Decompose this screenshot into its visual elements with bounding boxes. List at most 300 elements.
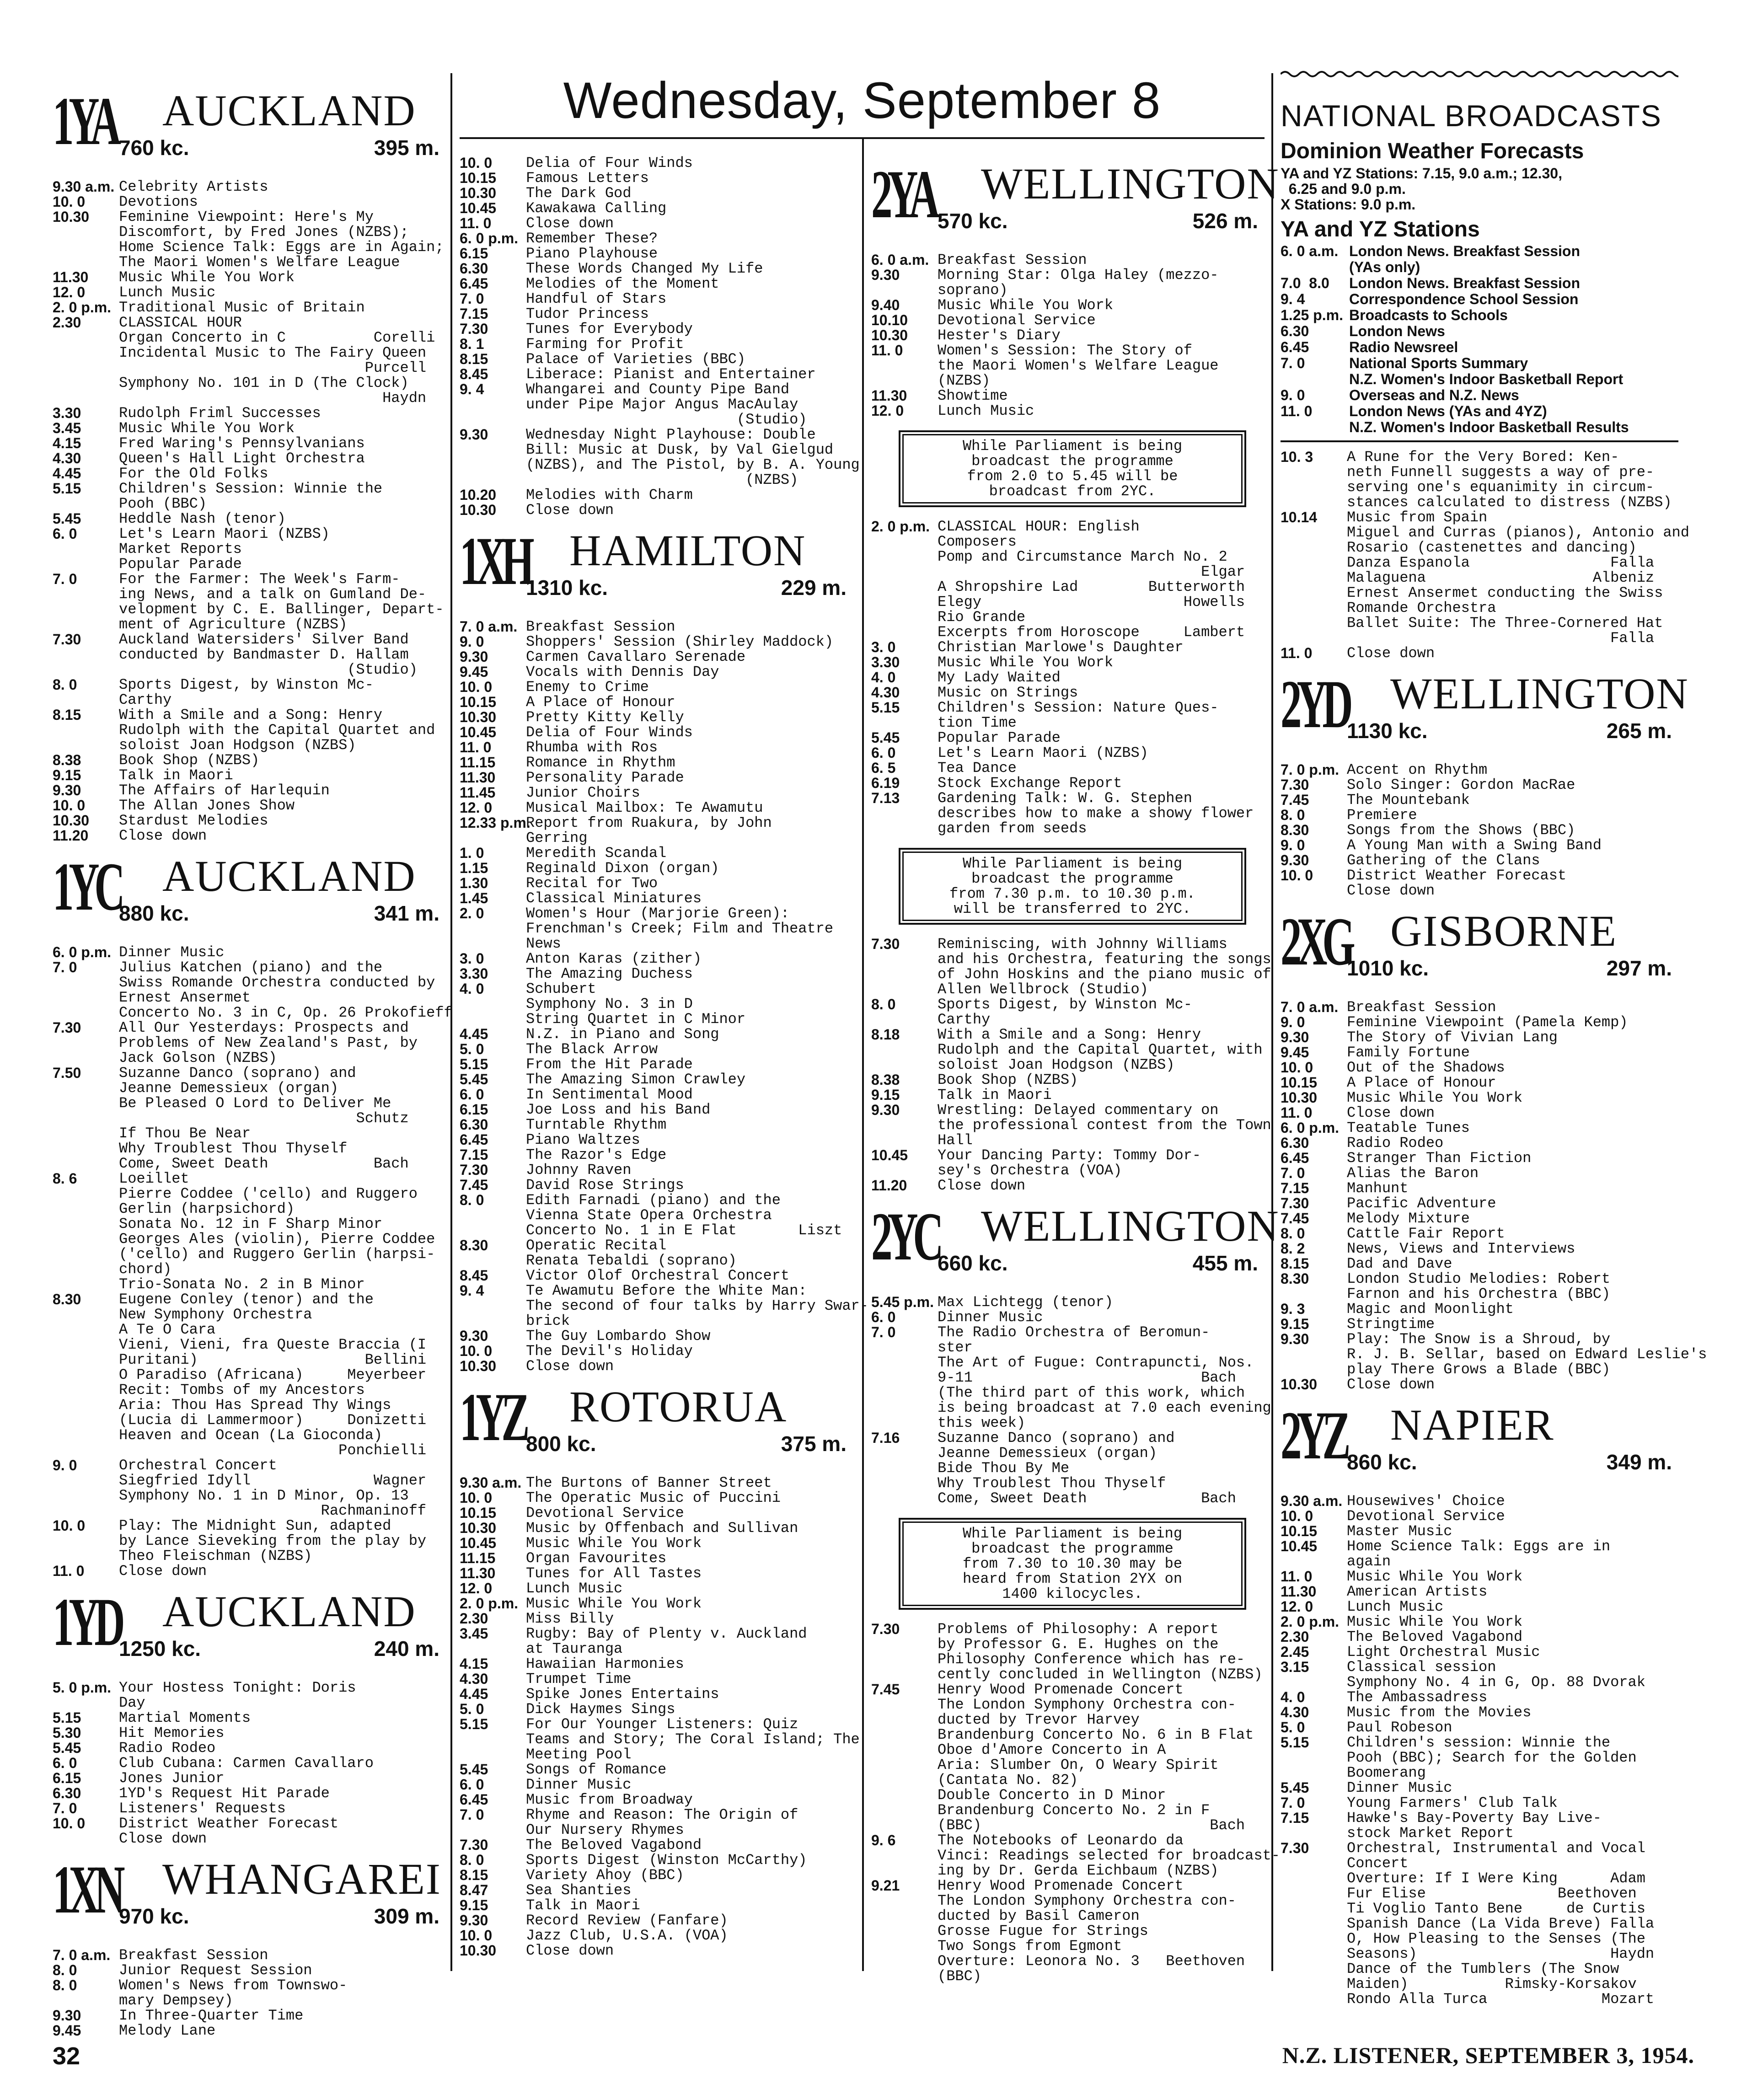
program-time: 11.30 [460,769,496,786]
program-title: The Amazing Simon Crawley [526,1071,746,1088]
program-time: 9. 0 [1281,837,1305,853]
program-title: Victor Olof Orchestral Concert [526,1267,790,1284]
program-title: Children's Session: Nature Ques- tion Time [938,699,1219,731]
program-title: Music on Strings [938,684,1078,701]
program-time: 5.15 [53,480,81,497]
program-item [1281,404,1678,436]
station-wavelength: 297 m. [1606,956,1672,980]
program-item [871,1622,1265,1682]
program-item [1281,1226,1678,1241]
program-time: 10. 0 [460,1927,493,1944]
program-title: The Allan Jones Show [119,797,295,814]
program-item [460,695,853,710]
program-title: Piano Playhouse [526,245,658,262]
program-time: 7.0 8.0 [1281,275,1329,291]
program-item [460,755,853,770]
station-call-sign: 1YC [53,849,120,925]
program-item [460,800,853,815]
weather-heading: Dominion Weather Forecasts [1281,139,1584,163]
column-3 [871,151,1280,1985]
program-title: Gardening Talk: W. G. Stephen describes how to make a showy flower garden from seeds [938,790,1254,837]
program-time: 5.45 [460,1071,488,1088]
program-item [1281,1211,1678,1226]
program-title: Family Fortune [1347,1044,1470,1061]
program-item [460,1551,853,1566]
program-time: 9.21 [871,1877,900,1894]
program-time: 9. 4 [460,381,484,397]
program-time: 7.16 [871,1430,900,1446]
program-time: 5.45 [871,729,900,746]
program-item [871,519,1265,640]
program-item [871,268,1265,298]
station-wavelength: 309 m. [374,1904,439,1928]
program-time: 11. 0 [53,1563,85,1579]
program-title: From the Hit Parade [526,1056,693,1073]
program-item [460,951,853,966]
program-item [53,511,446,526]
program-item [53,959,453,1021]
program-title: Meredith Scandal [526,845,667,862]
program-title: Children's session: Winnie the Pooh (BBC); Search for the Golden Boomerang [1347,1734,1637,1781]
program-title: London Studio Melodies: Robert Farnon and his Orchestra (BBC) [1347,1270,1611,1302]
program-time: 8.47 [460,1882,488,1898]
program-title: Suzanne Danco (soprano) and Jeanne Demessieux (organ) Be Pleased O Lord to Deliver Me Schutz If Thou Be Near Why Troublest Thou Thyself Come, Sweet Death Bach [119,1065,409,1172]
program-title: Junior Request Session [119,1962,312,1979]
program-title: Stardust Melodies [119,812,268,829]
parliament-notice: While Parliament is being broadcast the programme from 7.30 to 10.30 may be heard from Station 2YX on 1400 kilocycles. [899,1518,1246,1610]
program-item [460,1359,853,1374]
program-item [1281,762,1678,777]
program-title: Sea Shanties [526,1882,632,1899]
program-item [871,1027,1265,1072]
program-title: Henry Wood Promenade Concert The London Symphony Orchestra con- ducted by Basil Cameron Grosse Fugue for Strings Two Songs from Egmont Overture: Leonora No. 3 Beethoven (BBC) [938,1877,1245,1985]
program-time: 9. 0 [53,1457,77,1473]
station-wavelength: 349 m. [1606,1450,1672,1474]
program-time: 8.18 [871,1026,900,1043]
station-frequency: 880 kc. [119,901,189,925]
program-title: Enemy to Crime [526,679,649,696]
program-title: Famous Letters [526,170,649,187]
program-time: 12. 0 [53,284,86,300]
program-time: 9.15 [53,767,81,783]
station-call-sign: 2YC [871,1199,939,1275]
program-title: Radio Rodeo [119,1740,216,1757]
program-title: Hawke's Bay-Poverty Bay Live- stock Market Report [1347,1810,1602,1842]
program-time: 7. 0 [53,1800,77,1816]
program-title: Christian Marlowe's Daughter [938,639,1184,656]
program-time: 7. 0 [871,1324,896,1340]
program-title: With a Smile and a Song: Henry Rudolph with the Capital Quartet and soloist Joan Hodgson (NZBS) [119,707,435,754]
program-title: Melodies of the Moment [526,275,719,292]
program-item [460,1883,853,1898]
program-item [53,632,446,677]
program-title: Close down [526,1942,614,1959]
program-item [871,1148,1265,1178]
program-time: 7.15 [460,305,488,322]
station-header [53,850,446,937]
program-time: 11. 0 [460,215,492,231]
program-time: 5.45 [53,510,81,527]
program-time: 3.45 [53,420,81,436]
program-time: 9.30 [460,648,488,665]
program-time: 8.15 [53,707,81,723]
program-item [871,343,1265,388]
program-title: American Artists [1347,1583,1488,1600]
program-time: 11. 0 [1281,1568,1313,1585]
program-title: The Black Arrow [526,1041,658,1058]
program-time: 10.30 [460,1942,497,1959]
program-item [460,201,853,216]
program-time: 2.30 [460,1610,488,1627]
program-title: Music While You Work [1347,1613,1523,1630]
program-time: 6. 0 [460,1776,484,1793]
program-item [1281,1645,1678,1660]
station-name: WELLINGTON [1390,669,1689,718]
program-time: 4.30 [460,1671,488,1687]
program-item [871,1878,1265,1984]
program-title: Housewives' Choice [1347,1493,1505,1510]
program-time: 4. 0 [871,669,896,686]
program-item [1281,1181,1678,1196]
program-item [53,1171,446,1292]
program-time: 9.15 [460,1897,488,1913]
program-item [460,664,853,680]
program-time: 9.30 [53,2007,81,2024]
program-item [460,1057,853,1072]
program-time: 10.15 [460,170,497,186]
program-title: Dinner Music [1347,1779,1452,1796]
program-item [871,298,1265,313]
program-item [460,216,853,231]
station-wavelength: 341 m. [374,901,439,925]
program-time: 7.30 [1281,777,1309,793]
program-time: 6. 0 p.m. [53,944,112,960]
program-time: 6.15 [460,245,488,262]
program-item [460,1475,853,1490]
program-item [1281,1841,1678,2007]
program-time: 7. 0 [460,290,484,307]
program-time: 9.30 a.m. [53,178,115,195]
program-item [1281,308,1678,324]
program-time: 7.45 [871,1681,900,1698]
program-item [53,179,446,194]
program-time: 8. 0 [1281,1225,1305,1242]
program-time: 11.30 [460,1565,496,1581]
program-time: 3.15 [1281,1659,1309,1675]
program-title: In Three-Quarter Time [119,2007,304,2024]
station-frequency: 1130 kc. [1347,719,1428,743]
program-time: 10. 0 [53,1517,86,1534]
program-title: Paul Robeson [1347,1719,1452,1736]
program-item [1281,244,1678,276]
program-title: Martial Moments [119,1709,251,1726]
program-item [1281,808,1678,823]
program-time: 8. 0 [460,1852,484,1868]
program-title: Carmen Cavallaro Serenade [526,648,746,665]
program-time: 5.15 [1281,1734,1309,1751]
program-item [460,1868,853,1883]
station-frequency: 860 kc. [1347,1450,1417,1474]
program-title: For Our Younger Listeners: Quiz Teams and Story; The Coral Island; The Meeting Pool [526,1716,860,1763]
program-time: 7. 0 [1281,355,1305,371]
program-item [1281,1030,1678,1045]
program-title: Overseas and N.Z. News [1349,387,1519,403]
program-item [53,1458,446,1518]
program-time: 12.33 p.m. [460,814,531,831]
program-item [53,1710,446,1725]
program-title: Rhumba with Ros [526,739,658,756]
program-title: Music While You Work [526,1595,702,1612]
weather-line: 6.25 and 9.0 p.m. [1281,181,1406,197]
program-item [460,503,853,518]
program-item [1281,1151,1678,1166]
program-title: Breakfast Session [119,1947,268,1964]
station-frequency: 760 kc. [119,136,189,160]
program-time: 9.30 [460,426,488,443]
program-title: Melodies with Charm [526,487,693,504]
program-item [1281,340,1678,356]
program-title: Gathering of the Clans [1347,852,1540,869]
program-item [1281,1660,1678,1690]
program-time: 9. 6 [871,1832,896,1848]
program-item [460,740,853,755]
program-title: Devotions [119,193,198,210]
program-title: The Amazing Duchess [526,965,693,982]
station-name: AUCKLAND [162,86,416,135]
program-title: Liberace: Pianist and Entertainer [526,366,816,383]
program-title: Rudolph Friml Successes [119,405,321,422]
program-time: 12. 0 [460,799,493,816]
program-title: Shoppers' Session (Shirley Maddock) [526,633,834,650]
program-item [871,313,1265,328]
program-title: Queen's Hall Light Orchestra [119,450,365,467]
program-title: Spike Jones Entertains [526,1686,719,1703]
program-time: 8.15 [1281,1255,1309,1272]
program-item [460,1490,853,1505]
program-title: Music While You Work [526,1535,702,1552]
yayz-heading: YA and YZ Stations [1281,217,1480,241]
program-item [53,194,446,209]
program-title: Showtime [938,387,1008,404]
program-title: Teatable Tunes [1347,1120,1470,1136]
program-time: 6. 0 p.m. [460,230,519,246]
program-item [871,776,1265,791]
program-title: Devotional Service [1347,1508,1505,1525]
program-item [460,1928,853,1943]
program-item [871,745,1265,761]
program-time: 10. 0 [1281,1508,1313,1524]
station-header [53,1585,446,1672]
program-item [1281,1690,1678,1705]
program-title: Turntable Rhythm [526,1116,667,1133]
program-time: 11. 0 [1281,645,1313,661]
program-title: Lunch Music [938,402,1034,419]
program-item [460,1596,853,1611]
station-wavelength: 229 m. [781,576,847,600]
heading-rule [460,137,1265,139]
program-title: Te Awamutu Before the White Man: The second of four talks by Harry Swar- brick [526,1282,868,1329]
program-item [53,798,446,813]
program-time: 9. 0 [460,633,484,650]
program-time: 7.30 [1281,1195,1309,1211]
station-header [871,1199,1280,1286]
program-item [460,352,853,367]
program-title: Talk in Maori [938,1087,1052,1104]
program-time: 6.30 [1281,1135,1309,1151]
program-time: 7. 0 a.m. [460,618,518,635]
program-item [871,640,1265,655]
program-item [871,1682,1265,1833]
program-time: 5.15 [53,1709,81,1726]
program-time: 10.30 [460,502,497,518]
column-1 [53,78,453,2039]
station-header [1281,666,1689,754]
station-frequency: 970 kc. [119,1904,189,1928]
program-time: 12. 0 [460,1580,493,1596]
program-title: Stringtime [1347,1316,1435,1333]
program-title: Recital for Two [526,875,658,892]
program-title: Operatic Recital Renata Tebaldi (soprano) [526,1237,737,1269]
program-title: David Rose Strings [526,1177,684,1194]
program-item [1281,1136,1678,1151]
program-title: Music from the Movies [1347,1704,1532,1721]
program-time: 2. 0 p.m. [1281,1613,1340,1630]
program-title: Morning Star: Olga Haley (mezzo- soprano) [938,267,1219,299]
program-item [1281,793,1678,808]
program-item [1281,1569,1678,1584]
program-item [871,791,1265,836]
program-item [460,276,853,291]
program-title: Pacific Adventure [1347,1195,1496,1212]
program-item [53,1725,446,1741]
column-rule [1271,73,1273,1971]
program-item [53,2023,446,2038]
program-item [871,1295,1265,1310]
program-title: Young Farmers' Club Talk [1347,1795,1558,1811]
program-time: 3.30 [460,965,488,982]
program-title: 1YD's Request Hit Parade [119,1785,330,1802]
program-title: Hester's Diary [938,327,1061,344]
program-item [871,1310,1265,1325]
program-item [460,171,853,186]
program-title: Let's Learn Maori (NZBS) [938,745,1148,761]
program-item [1281,1196,1678,1211]
program-time: 8. 0 [53,1977,77,1993]
program-item [871,997,1265,1027]
program-item [1281,1060,1678,1075]
program-time: 9. 0 [1281,1014,1305,1030]
program-title: District Weather Forecast Close down [1347,867,1567,899]
program-item [871,403,1265,418]
program-title: Jazz Club, U.S.A. (VOA) [526,1927,728,1944]
program-title: Farming for Profit [526,336,684,353]
program-item [53,1756,446,1771]
program-item [871,761,1265,776]
program-item [460,1671,853,1687]
program-time: 3.30 [871,654,900,670]
program-item [1281,823,1678,838]
program-item [460,966,853,981]
program-title: Vocals with Dennis Day [526,664,719,680]
program-title: In Sentimental Mood [526,1086,693,1103]
program-title: Radio Newsreel [1349,339,1458,355]
program-item [871,1102,1271,1149]
program-time: 7.45 [1281,792,1309,808]
program-title: Auckland Watersiders' Silver Band conducted by Bandmaster D. Hallam (Studio) [119,631,418,678]
program-time: 4.15 [53,435,81,451]
program-title: Close down [119,1563,207,1580]
program-item [871,328,1265,343]
program-title: Orchestral, Instrumental and Vocal Concert Overture: If I Were King Adam Fur Elise Beethoven Ti Voglio Tanto Bene de Curtis Spanish Dance (La Vida Breve) Falla O, How Pleasing to the Senses (The Seasons) Haydn Dance of the Tumblers (The Snow Maiden) Rimsky-Korsakov Rondo Alla Turca Mozart [1347,1840,1655,2008]
program-item [871,1832,1280,1879]
weather-line: YA and YZ Stations: 7.15, 9.0 a.m.; 12.30, [1281,165,1562,182]
station-name: WELLINGTON [981,159,1280,208]
program-title: All Our Yesterdays: Prospects and Problems of New Zealand's Past, by Jack Golson (NZBS) [119,1019,418,1066]
program-title: Breakfast Session [1347,999,1496,1016]
station-wavelength: 455 m. [1192,1251,1258,1275]
program-item [460,1344,853,1359]
program-time: 5.15 [871,699,900,716]
program-title: A Place of Honour [1347,1074,1496,1091]
program-item [871,700,1265,730]
program-time: 8. 0 [460,1192,484,1208]
program-title: Songs from the Shows (BBC) [1347,822,1575,839]
program-time: 10.30 [460,709,497,725]
program-title: Talk in Maori [526,1897,640,1914]
program-item [460,1611,853,1626]
program-time: 4. 0 [1281,1689,1305,1705]
program-title: Junior Choirs [526,784,640,801]
program-title: Joe Loss and his Band [526,1101,711,1118]
program-item [1281,1795,1678,1811]
program-time: 3. 0 [871,639,896,655]
program-time: 10. 0 [53,797,86,814]
program-time: 10. 0 [53,193,86,210]
program-time: 1.45 [460,890,488,906]
program-title: Your Dancing Party: Tommy Dor- sey's Orchestra (VOA) [938,1147,1201,1179]
program-title: Alias the Baron [1347,1165,1479,1182]
program-time: 6.30 [460,1116,488,1133]
program-item [1281,1302,1678,1317]
program-title: Listeners' Requests [119,1800,286,1817]
program-time: 8.30 [1281,1270,1309,1287]
station-header [871,156,1280,244]
program-time: 4.45 [53,465,81,482]
program-time: 5.45 [460,1761,488,1778]
program-title: Solo Singer: Gordon MacRae [1347,777,1575,793]
program-item [460,426,860,488]
section-rule [1281,440,1678,442]
program-title: Variety Ahoy (BBC) [526,1867,684,1884]
program-item [53,1564,446,1579]
program-time: 5.15 [460,1716,488,1732]
program-time: 10.15 [460,694,497,710]
station-call-sign: 1XN [53,1852,120,1928]
program-title: Tunes for Everybody [526,321,693,338]
program-title: Schubert Symphony No. 3 in D String Quartet in C Minor [526,980,746,1028]
program-title: Organ Favourites [526,1550,667,1567]
program-item [1281,853,1678,868]
program-item [460,367,853,382]
program-time: 7.30 [871,1621,900,1637]
column-4 [1281,78,1707,2008]
program-item [53,1801,446,1816]
program-title: Rugby: Bay of Plenty v. Auckland at Tauranga [526,1625,807,1657]
program-item [1281,777,1678,793]
program-title: Close down [526,502,614,519]
page-heading: Wednesday, September 8 [563,72,1161,129]
program-time: 9. 4 [1281,291,1305,307]
